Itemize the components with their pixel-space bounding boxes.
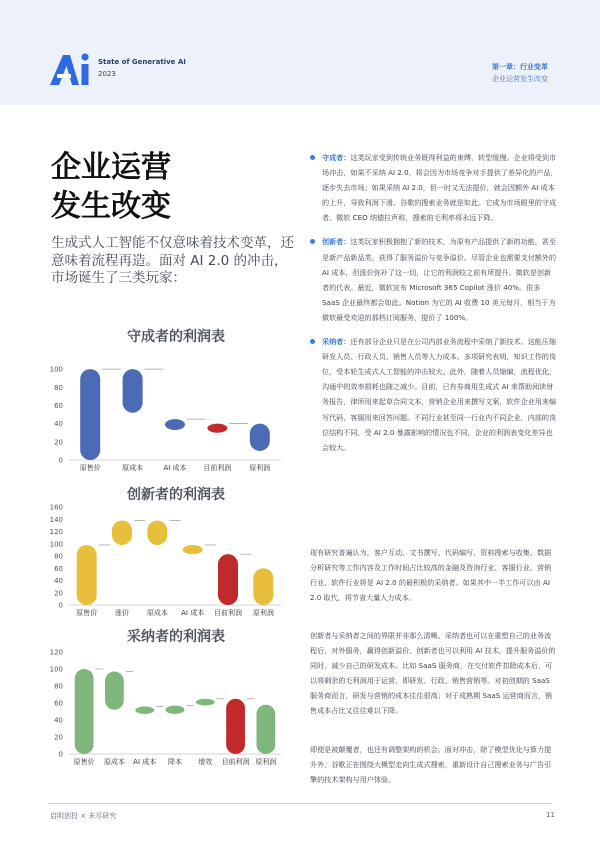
chart-adopter — [45, 646, 285, 770]
x-tick-label: 原售价 — [79, 464, 101, 472]
y-tick-label: 100 — [49, 365, 63, 374]
body-paragraph: 创新者与采纳者之间的界限并非那么清晰。采纳者也可以在重塑自己的业务流程后，对外服务，赢得创新溢价。创新者也可以利用 AI 技术，提升服务溢价的同时，减少自己的研发成本。比如 SaaS 服务商，在交付软件扣除成本后，可以将剩余的毛利润用于运营，即研发、行政、销售营销等。对初创期的 SaaS 服务商而言，研发与营销的成本往往很高；对于成熟期 SaaS 运营商而言，销售成本占比又往往难以下降。 — [310, 631, 556, 716]
x-tick-label: 原售价 — [76, 609, 98, 617]
x-tick-label: 原售价 — [73, 758, 95, 766]
bullet-text: 还有部分企业只是在公司内部业务流程中采纳了新技术。这能压缩研发人员、行政人员、销售人员等人力成本。多项研究表明，知识工作的岗位，受本轮生成式人工智能的冲击较大。此外，随着人员缩编，流程优化，沟通中的效率损耗也随之减少。目前，已有券商用生成式 AI 来帮助阅读财务报告，律所用来起草合同文本，营销企业用来撰写文案，软件企业用来编写代码，客服用来回答问题。不同行业甚至同一行业内不同企业，内部的岗位结构不同，受 AI 2.0 暴露影响的情况也不同，企业的利润表变化差异也会较大。 — [322, 337, 557, 452]
bar — [256, 705, 275, 754]
bullet-adopter — [310, 334, 558, 455]
y-tick-label: 0 — [58, 750, 63, 759]
x-tick-label: AI 成本 — [133, 758, 157, 766]
bar — [250, 424, 270, 451]
y-tick-label: 60 — [54, 564, 63, 573]
y-tick-label: 120 — [49, 648, 63, 657]
bar — [147, 520, 167, 545]
bar — [80, 369, 100, 460]
brand-title: State of Generative AI — [98, 58, 186, 66]
y-tick-label: 40 — [54, 577, 63, 585]
y-tick-label: 60 — [54, 699, 63, 708]
bullet-defender — [310, 150, 558, 225]
bar — [75, 669, 94, 754]
bullet-keyword: 守成者： — [322, 153, 351, 162]
x-tick-label: 原成本 — [122, 464, 144, 472]
page-title — [51, 148, 171, 226]
footer-source: 启明创投 × 未尽研究 — [50, 812, 117, 820]
footer-divider — [48, 803, 552, 804]
chart-title-1: 守成者的利润表 — [127, 329, 225, 345]
y-tick-label: 20 — [54, 733, 63, 742]
bullet-dot-icon — [310, 339, 315, 344]
bar — [183, 545, 203, 554]
bar — [253, 568, 273, 605]
chart-defender — [45, 354, 285, 476]
bullet-text: 这类玩家积极拥抱了新的技术，为原有产品提供了新的功能，甚至是新产品新品类，获得了服务溢价与竞争溢价。尽管企业也需要支付额外的 AI 成本，但涨价弥补了这一切，让它的利润较之前有所提升。微软是创新者的代表。最近，微软宣布 Microsoft 365 Copilot 涨价 40%。很多 SaaS 企业最终都会如此。Notion 为它的 AI 收费 10 美元每月，相当于为微软最受欢迎的那档订阅服务，提价了 100%。 — [322, 237, 557, 322]
bar — [112, 520, 132, 545]
player-list — [310, 150, 558, 464]
page-subtitle: 生成式人工智能不仅意味着技术变革，还意味着流程再造。面对 AI 2.0 的冲击，市场诞生了三类玩家： — [51, 235, 294, 286]
x-tick-label: 目前利润 — [214, 609, 242, 617]
bar — [135, 706, 154, 714]
x-tick-label: AI 成本 — [163, 464, 187, 472]
section-label: 企业运营发生改变 — [492, 75, 548, 83]
bullet-keyword: 创新者： — [322, 237, 351, 247]
y-tick-label: 40 — [54, 716, 63, 725]
x-tick-label: 原利润 — [252, 609, 274, 617]
x-tick-label: 原成本 — [103, 758, 125, 766]
y-tick-label: 0 — [58, 456, 63, 465]
chart-title-2: 创新者的利润表 — [127, 487, 225, 503]
y-tick-label: 80 — [54, 383, 63, 392]
y-tick-label: 80 — [54, 682, 63, 691]
bar — [105, 672, 124, 710]
x-tick-label: 目前利润 — [221, 758, 250, 766]
bar — [207, 424, 227, 433]
bar — [123, 369, 143, 413]
ai-logo-icon — [48, 52, 92, 86]
page-title-line1: 企业运营 — [51, 150, 171, 185]
body-paragraph: 即便是被颠覆者，也还有调整架构的机会。面对冲击，除了模型优化与算力提升外，谷歌正在围绕大模型走向生成式搜索，重新设计自己搜索业务与广告引擎的技术架构与用户体验。 — [310, 745, 552, 785]
y-tick-label: 100 — [49, 540, 63, 549]
bar — [165, 419, 185, 430]
bar — [77, 545, 97, 605]
x-tick-label: 目前利润 — [203, 464, 232, 472]
y-tick-label: 100 — [49, 665, 63, 674]
x-tick-label: 降本 — [168, 758, 182, 766]
y-tick-label: 40 — [54, 420, 63, 429]
page-title-line2: 发生改变 — [51, 189, 171, 224]
bullet-dot-icon — [310, 155, 315, 160]
y-tick-label: 140 — [49, 515, 63, 524]
y-tick-label: 20 — [54, 438, 63, 447]
bullet-innovator — [310, 234, 558, 325]
chart-innovator — [45, 501, 285, 621]
bar — [196, 699, 215, 706]
y-tick-label: 80 — [54, 552, 63, 561]
x-tick-label: 涨价 — [115, 609, 129, 617]
page-header — [0, 0, 600, 105]
body-paragraph: 现有研究普遍认为，客户互动、文书撰写、代码编写、资料搜索与收集、数据分析研究等工作内容及工作时间占比较高的金融及咨询行业、客服行业、营销行业、软件行业将是 AI 2.0 的最积极的采纳者。如果其中一半工作可以由 AI 2.0 取代，将节省大量人力成本。 — [310, 548, 552, 603]
y-tick-label: 160 — [49, 503, 63, 512]
page-number: 11 — [546, 811, 555, 819]
x-tick-label: 原成本 — [146, 609, 168, 617]
bullet-text: 这类玩家受到传统业务既得利益的束缚，转型缓慢。企业将受到市场冲击，如果不采纳 AI 2.0，将会因为市场竞争对手提供了差异化的产品，逐步失去市场；如果采纳 AI 2.0，但一时又无法提价，就会因额外 AI 成本的上升，导致利润下滑。谷歌的搜索业务就是如此。它成为市场眼里的守成者。微软 CEO 纳德拉声称，搜索的毛利率将永远下降。 — [322, 153, 558, 223]
y-tick-label: 120 — [49, 528, 63, 536]
x-tick-label: 原利润 — [249, 464, 271, 472]
y-tick-label: 0 — [58, 601, 63, 610]
bar — [218, 554, 238, 605]
chart-title-3: 采纳者的利润表 — [127, 629, 225, 645]
bar — [166, 706, 185, 715]
bullet-keyword: 采纳者： — [322, 337, 351, 347]
y-tick-label: 20 — [54, 589, 63, 598]
x-tick-label: AI 成本 — [181, 609, 205, 617]
x-tick-label: 原利润 — [255, 758, 277, 766]
chapter-label: 第一章：行业变革 — [492, 63, 548, 71]
bar — [226, 699, 245, 754]
y-tick-label: 60 — [54, 401, 63, 410]
x-tick-label: 增效 — [198, 758, 213, 766]
bullet-dot-icon — [310, 239, 315, 244]
brand-year: 2023 — [98, 70, 116, 78]
